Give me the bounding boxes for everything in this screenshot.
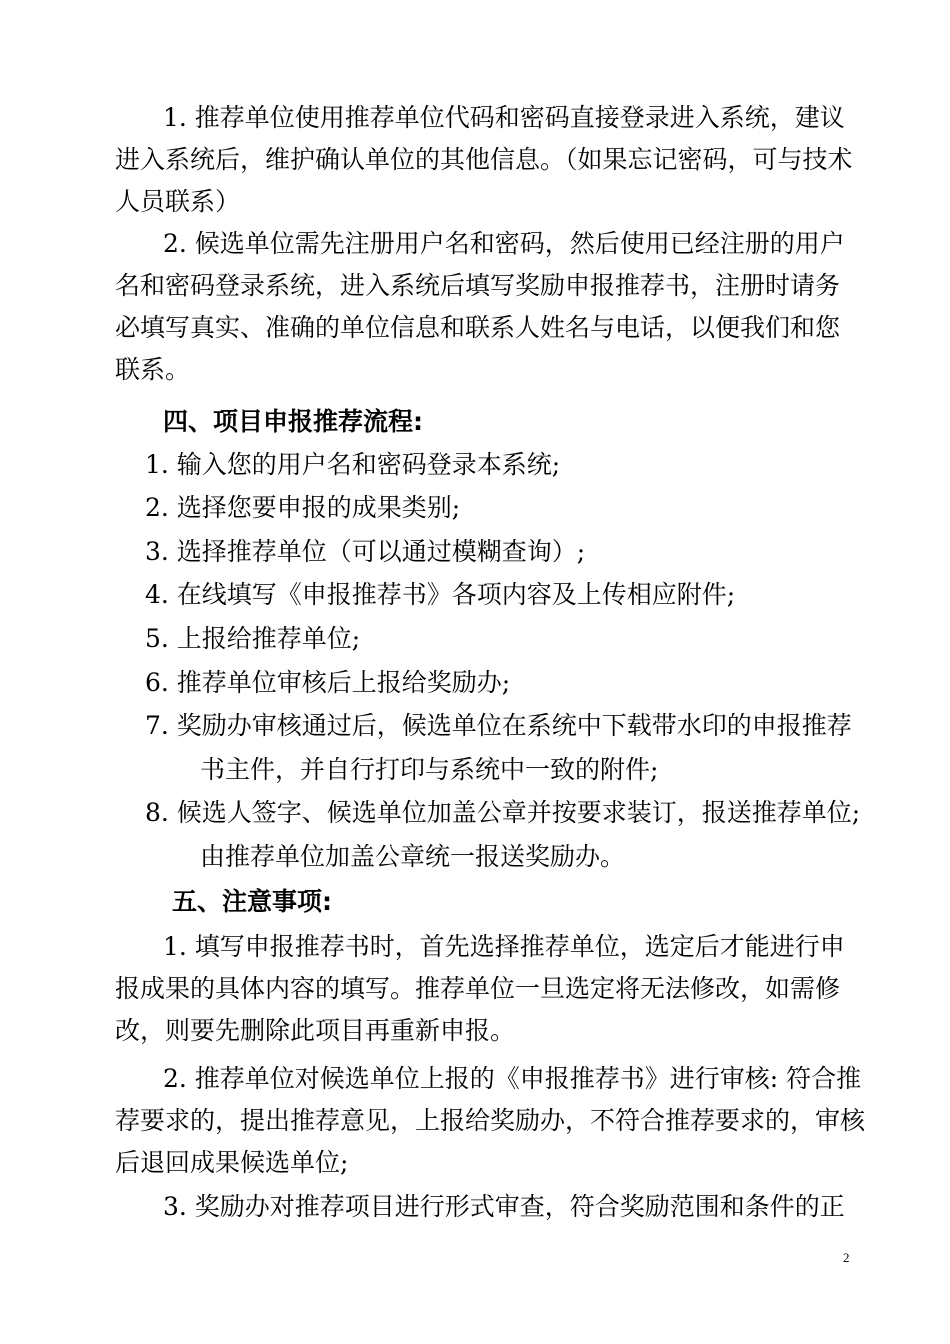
paragraph-line: 人员联系） (115, 187, 241, 216)
paragraph-line: 改，则要先删除此项目再重新申报。 (115, 1016, 516, 1045)
section-heading-5: 五、注意事项: (172, 887, 332, 916)
paragraph-line: 3. 奖励办对推荐项目进行形式审查，符合奖励范围和条件的正 (163, 1192, 845, 1221)
paragraph-line: 必填写真实、准确的单位信息和联系人姓名与电话，以便我们和您 (115, 313, 841, 342)
list-item: 1. 输入您的用户名和密码登录本系统; (145, 450, 561, 479)
paragraph-line: 1. 填写申报推荐书时，首先选择推荐单位，选定后才能进行申 (163, 932, 845, 961)
list-item-continued: 由推荐单位加盖公章统一报送奖励办。 (200, 842, 626, 871)
list-item: 3. 选择推荐单位（可以通过模糊查询）; (145, 537, 586, 566)
page-number: 2 (843, 1250, 850, 1265)
list-item: 2. 选择您要申报的成果类别; (145, 493, 461, 522)
paragraph-line: 2. 候选单位需先注册用户名和密码，然后使用已经注册的用户 (163, 229, 845, 258)
list-item: 5. 上报给推荐单位; (145, 624, 361, 653)
paragraph-line: 联系。 (115, 355, 191, 384)
paragraph-line: 1. 推荐单位使用推荐单位代码和密码直接登录进入系统，建议 (163, 103, 845, 132)
list-item-continued: 书主件，并自行打印与系统中一致的附件; (200, 755, 659, 784)
list-item: 7. 奖励办审核通过后，候选单位在系统中下载带水印的申报推荐 (145, 711, 852, 740)
paragraph-line: 荐要求的，提出推荐意见，上报给奖励办，不符合推荐要求的，审核 (115, 1106, 866, 1135)
section-heading-4: 四、项目申报推荐流程: (163, 407, 423, 436)
paragraph-line: 进入系统后，维护确认单位的其他信息。（如果忘记密码，可与技术 (115, 145, 853, 174)
paragraph-line: 2. 推荐单位对候选单位上报的《申报推荐书》进行审核: 符合推 (163, 1064, 862, 1093)
list-item: 4. 在线填写《申报推荐书》各项内容及上传相应附件; (145, 580, 736, 609)
list-item: 8. 候选人签字、候选单位加盖公章并按要求装订，报送推荐单位; (145, 798, 861, 827)
paragraph-line: 报成果的具体内容的填写。推荐单位一旦选定将无法修改，如需修 (115, 974, 841, 1003)
list-item: 6. 推荐单位审核后上报给奖励办; (145, 668, 511, 697)
paragraph-line: 名和密码登录系统，进入系统后填写奖励申报推荐书，注册时请务 (115, 271, 841, 300)
paragraph-line: 后退回成果候选单位; (115, 1148, 349, 1177)
